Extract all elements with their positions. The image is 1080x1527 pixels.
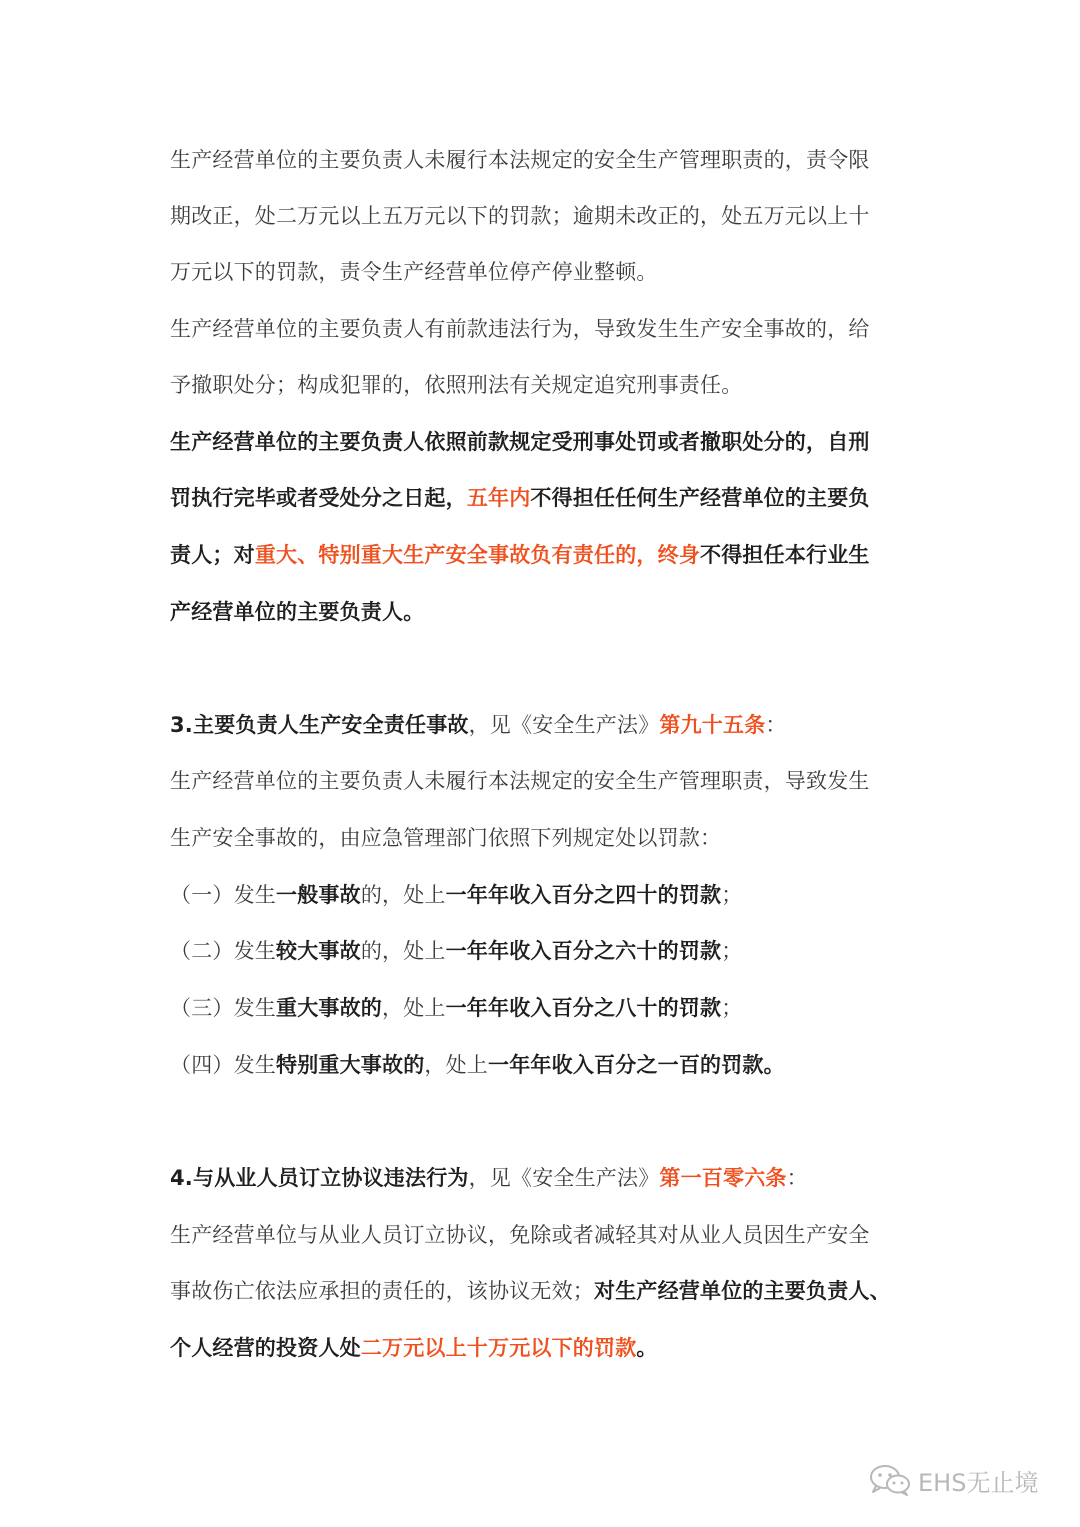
highlight-fine-range: 二万元以上十万元以下的罚款	[360, 1336, 637, 1360]
penalty-item	[170, 993, 742, 1023]
paragraph-3-line-2	[170, 483, 870, 513]
text-segment: ；	[721, 996, 743, 1020]
text-segment: 罚执行完毕或者受处分之日起，	[170, 486, 467, 510]
paragraph-3-line-4: 产经营单位的主要负责人。	[170, 600, 425, 624]
highlight-lifetime: 终身	[657, 543, 701, 567]
penalty-item	[170, 1050, 785, 1080]
item-prefix: （三）发生	[170, 996, 276, 1020]
text-segment: ；	[721, 883, 743, 907]
text-segment: ，处上	[424, 1053, 489, 1077]
paragraph-2-line-2: 予撤职处分；构成犯罪的，依照刑法有关规定追究刑事责任。	[170, 373, 743, 397]
item-prefix: （一）发生	[170, 883, 276, 907]
section-4-heading	[170, 1163, 808, 1193]
section-3-title: 3.主要负责人生产安全责任事故	[170, 713, 469, 737]
paragraph-1-line-3: 万元以下的罚款，责令生产经营单位停产停业整顿。	[170, 260, 658, 284]
watermark	[868, 1462, 1038, 1498]
text-segment: ，处上	[382, 996, 446, 1020]
accident-type: 重大事故的	[276, 996, 382, 1020]
text-segment: 责人；对	[170, 543, 255, 567]
accident-type: 一般事故	[276, 883, 361, 907]
text-segment: 不得担任本行业生	[700, 543, 870, 567]
wechat-icon	[868, 1463, 912, 1497]
penalty-item	[170, 880, 742, 910]
paragraph-3-line-3	[170, 540, 870, 570]
section-4-title: 4.与从业人员订立协议违法行为	[170, 1166, 469, 1190]
text-segment: 个人经营的投资人处	[170, 1336, 361, 1360]
highlight-major-accident: 重大、特别重大生产安全事故负有责任的，	[254, 543, 658, 567]
fine-amount: 一年年收入百分之一百的罚款。	[488, 1053, 785, 1077]
accident-type: 较大事故	[276, 939, 361, 963]
paragraph-1-line-2: 期改正，处二万元以上五万元以下的罚款；逾期未改正的，处五万元以上十	[170, 204, 870, 228]
section-4-body-line-1: 生产经营单位与从业人员订立协议，免除或者减轻其对从业人员因生产安全	[170, 1223, 870, 1247]
section-4-body-line-3	[170, 1333, 658, 1363]
text-segment: ，见《安全生产法》	[468, 1166, 660, 1190]
accident-type: 特别重大事故的	[276, 1053, 425, 1077]
text-segment: 的，处上	[360, 883, 446, 907]
text-segment: 事故伤亡依法应承担的责任的，该协议无效；	[170, 1279, 594, 1303]
text-segment-bold: 对生产经营单位的主要负责人、	[594, 1279, 891, 1303]
text-segment: 的，处上	[360, 939, 446, 963]
section-3-body-line-2: 生产安全事故的，由应急管理部门依照下列规定处以罚款：	[170, 826, 722, 850]
paragraph-1-line-1: 生产经营单位的主要负责人未履行本法规定的安全生产管理职责的，责令限	[170, 148, 870, 172]
penalty-item	[170, 936, 742, 966]
paragraph-3-line-1: 生产经营单位的主要负责人依照前款规定受刑事处罚或者撤职处分的，自刑	[170, 430, 870, 454]
text-segment: ，见《安全生产法》	[468, 713, 660, 737]
section-3-heading	[170, 710, 787, 740]
text-segment: 不得担任任何生产经营单位的主要负	[530, 486, 870, 510]
item-prefix: （四）发生	[170, 1053, 276, 1077]
fine-amount: 一年年收入百分之八十的罚款	[445, 996, 722, 1020]
watermark-text: EHS无止境	[918, 1468, 1039, 1497]
text-segment: ：	[786, 1166, 808, 1190]
text-segment: 。	[636, 1336, 658, 1360]
item-prefix: （二）发生	[170, 939, 276, 963]
fine-amount: 一年年收入百分之四十的罚款	[445, 883, 722, 907]
section-3-body-line-1: 生产经营单位的主要负责人未履行本法规定的安全生产管理职责，导致发生	[170, 769, 870, 793]
fine-amount: 一年年收入百分之六十的罚款	[445, 939, 722, 963]
section-4-article: 第一百零六条	[659, 1166, 787, 1190]
section-4-body-line-2	[170, 1276, 891, 1306]
highlight-five-years: 五年内	[466, 486, 531, 510]
text-segment: ：	[765, 713, 787, 737]
paragraph-2-line-1: 生产经营单位的主要负责人有前款违法行为，导致发生生产安全事故的，给	[170, 317, 870, 341]
section-3-article: 第九十五条	[659, 713, 766, 737]
text-segment: ；	[721, 939, 743, 963]
